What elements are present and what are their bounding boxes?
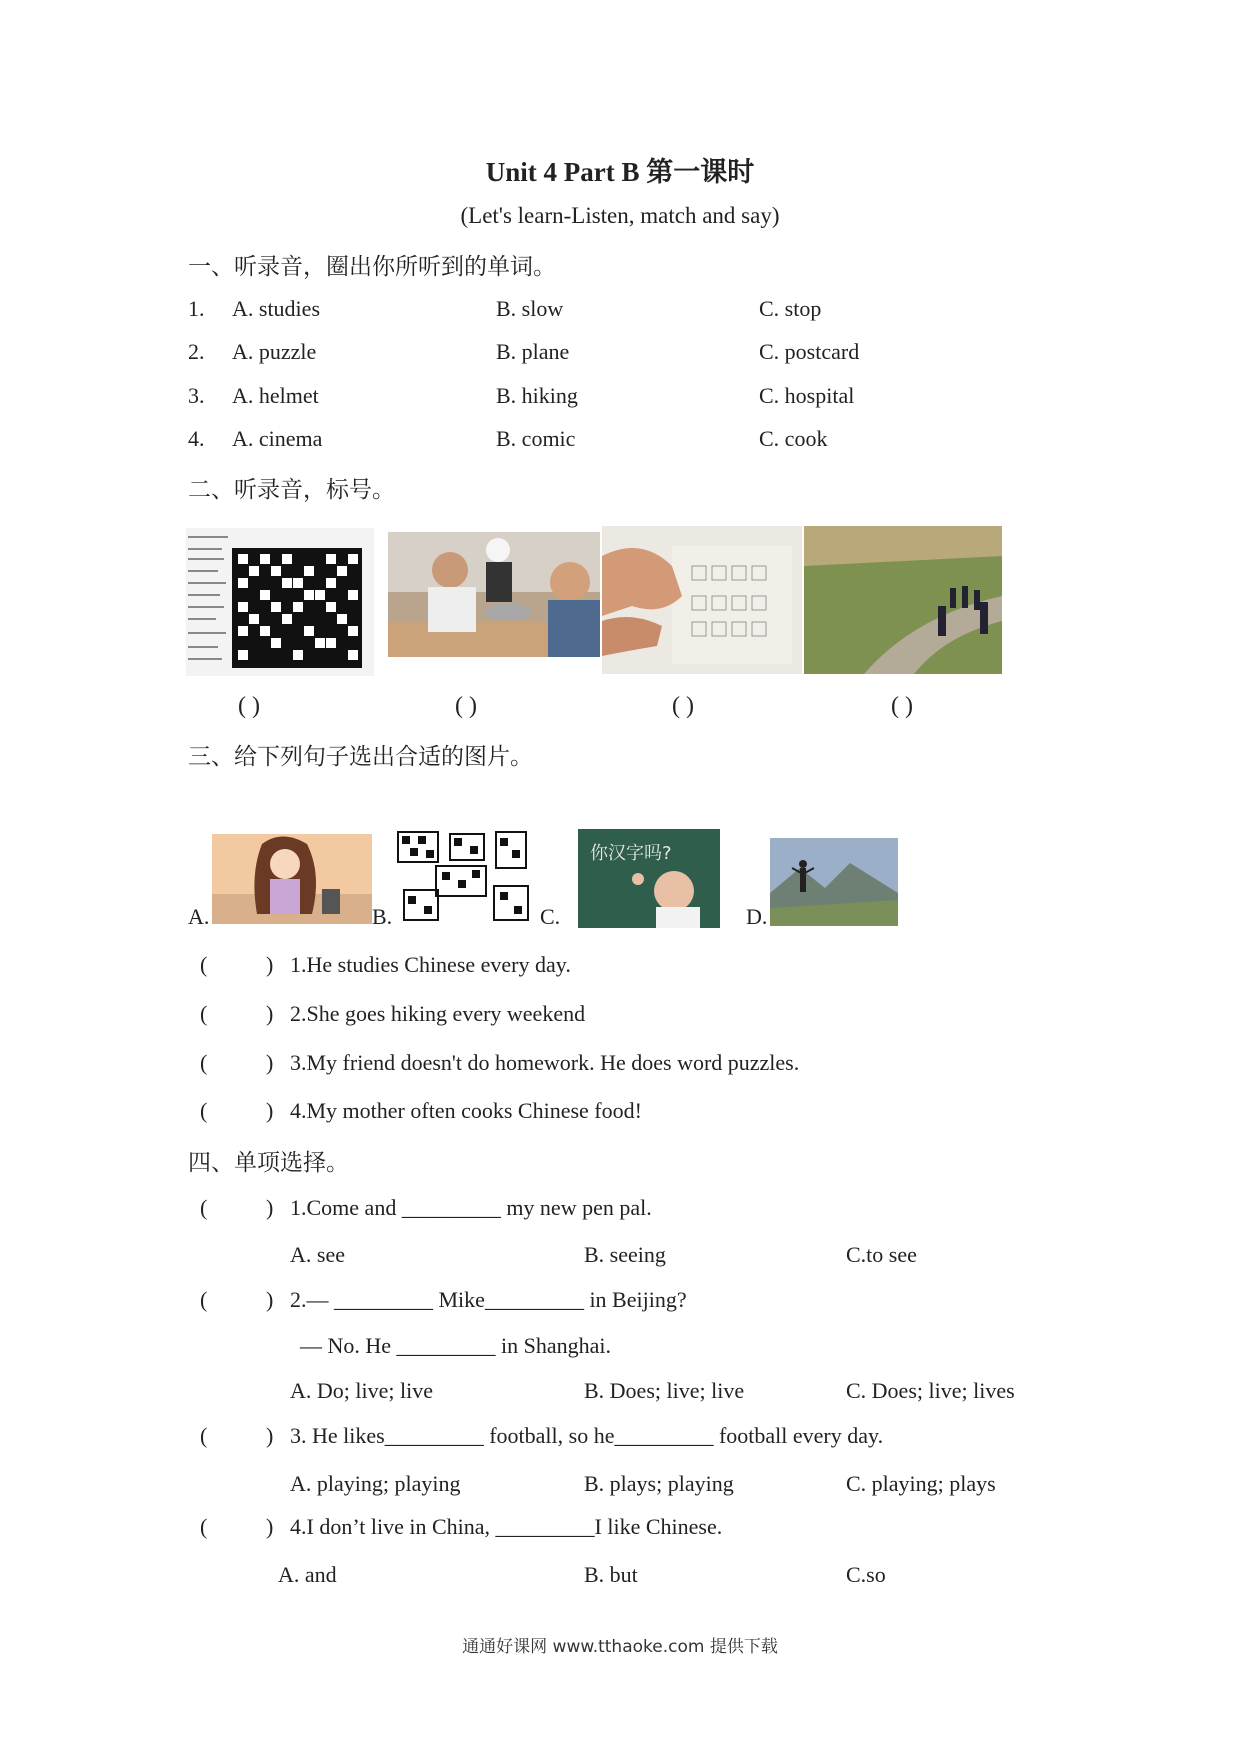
s3-item3-text: 3.My friend doesn't do homework. He does word puzzles. <box>290 1050 800 1075</box>
s3-item4-close: ) <box>266 1098 274 1123</box>
s4-q1-option-a: A. see <box>290 1242 345 1267</box>
s4-q3-close: ) <box>266 1423 274 1448</box>
s3-item2-open: ( <box>200 1001 208 1026</box>
s4-q2-option-c: C. Does; live; lives <box>846 1378 1015 1403</box>
s4-q4-option-b: B. but <box>584 1562 638 1587</box>
page-title: Unit 4 Part B 第一课时 <box>485 157 755 187</box>
label-blank-4: ( ) <box>891 693 913 719</box>
s4-q1-text: 1.Come and _________ my new pen pal. <box>290 1195 652 1220</box>
word-puzzle-picture <box>396 830 534 924</box>
section1-heading: 一、听录音，圈出你所听到的单词。 <box>188 254 556 279</box>
q2-option-c: C. postcard <box>759 339 860 364</box>
s4-q2-option-b: B. Does; live; live <box>584 1378 745 1403</box>
q2-option-a: A. puzzle <box>232 339 317 364</box>
s4-q4-text: 4.I don’t live in China, _________I like Chinese. <box>290 1514 723 1539</box>
s4-q4-open: ( <box>200 1514 208 1539</box>
crossword-photo <box>186 528 374 676</box>
q3-number: 3. <box>188 383 205 408</box>
q1-option-a: A. studies <box>232 296 320 321</box>
woman-cooking-picture <box>212 834 372 924</box>
q4-option-b: B. comic <box>496 426 576 451</box>
q4-option-c: C. cook <box>759 426 828 451</box>
section3-heading: 三、给下列句子选出合适的图片。 <box>188 744 533 769</box>
s4-q1-close: ) <box>266 1195 274 1220</box>
q4-option-a: A. cinema <box>232 426 323 451</box>
s4-q2-open: ( <box>200 1287 208 1312</box>
s4-q1-option-b: B. seeing <box>584 1242 666 1267</box>
q1-number: 1. <box>188 296 205 321</box>
hiking-photo <box>804 526 1002 674</box>
q1-option-b: B. slow <box>496 296 564 321</box>
s4-q2-close: ) <box>266 1287 274 1312</box>
s4-q3-text: 3. He likes_________ football, so he_________ football every day. <box>290 1423 884 1448</box>
s4-q4-option-c: C.so <box>846 1562 886 1587</box>
q3-option-c: C. hospital <box>759 383 855 408</box>
s3-item3-close: ) <box>266 1050 274 1075</box>
label-blank-1: ( ) <box>238 693 260 719</box>
s4-q2-option-a: A. Do; live; live <box>290 1378 433 1403</box>
worksheet-photo <box>602 526 802 674</box>
label-blank-3: ( ) <box>672 693 694 719</box>
cooking-photo <box>388 532 600 657</box>
s4-q2-text: 2.— _________ Mike_________ in Beijing? <box>290 1287 687 1312</box>
picture-label-d: D. <box>746 904 768 929</box>
s3-item1-close: ) <box>266 952 274 977</box>
s3-item4-text: 4.My mother often cooks Chinese food! <box>290 1098 642 1123</box>
q3-option-b: B. hiking <box>496 383 578 408</box>
q2-option-b: B. plane <box>496 339 570 364</box>
s4-q4-close: ) <box>266 1514 274 1539</box>
s4-q1-open: ( <box>200 1195 208 1220</box>
section2-heading: 二、听录音，标号。 <box>188 477 395 502</box>
s4-q2-line2: — No. He _________ in Shanghai. <box>300 1333 612 1358</box>
footer-credit: 通通好课网 www.tthaoke.com 提供下载 <box>462 1637 778 1657</box>
s3-item3-open: ( <box>200 1050 208 1075</box>
section4-heading: 四、单项选择。 <box>188 1150 349 1175</box>
q3-option-a: A. helmet <box>232 383 319 408</box>
picture-label-a: A. <box>188 904 210 929</box>
picture-label-c: C. <box>540 904 561 929</box>
s4-q3-option-b: B. plays; playing <box>584 1471 734 1496</box>
s4-q3-option-c: C. playing; plays <box>846 1471 996 1496</box>
s3-item2-text: 2.She goes hiking every weekend <box>290 1001 586 1026</box>
chalkboard-text: 你汉字吗? <box>590 843 672 864</box>
mountain-hiker-picture <box>770 838 898 926</box>
s3-item1-text: 1.He studies Chinese every day. <box>290 952 571 977</box>
s3-item4-open: ( <box>200 1098 208 1123</box>
q4-number: 4. <box>188 426 205 451</box>
q1-option-c: C. stop <box>759 296 822 321</box>
s4-q3-open: ( <box>200 1423 208 1448</box>
s3-item2-close: ) <box>266 1001 274 1026</box>
q2-number: 2. <box>188 339 205 364</box>
s3-item1-open: ( <box>200 952 208 977</box>
chinese-teacher-picture <box>578 829 720 928</box>
s4-q4-option-a: A. and <box>278 1562 337 1587</box>
picture-label-b: B. <box>372 904 393 929</box>
s4-q1-option-c: C.to see <box>846 1242 917 1267</box>
page-subtitle: (Let's learn-Listen, match and say) <box>460 203 780 228</box>
s4-q3-option-a: A. playing; playing <box>290 1471 461 1496</box>
label-blank-2: ( ) <box>455 693 477 719</box>
